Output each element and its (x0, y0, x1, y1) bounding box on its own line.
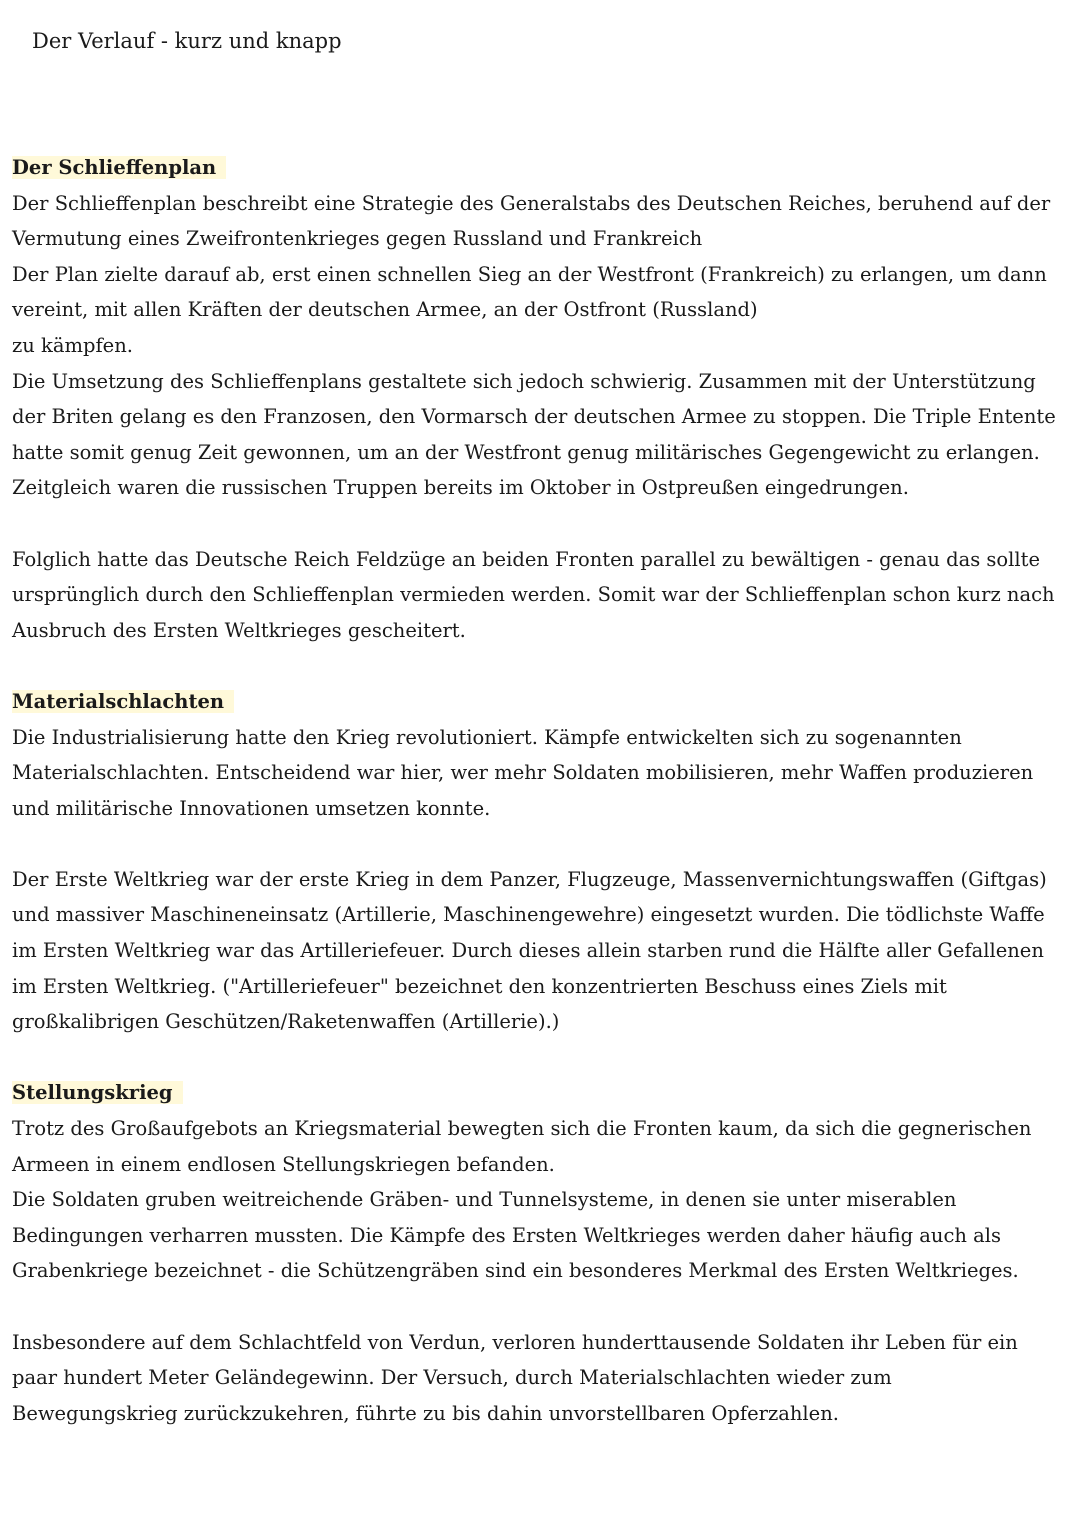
text-line: im Ersten Weltkrieg war das Artilleriefeuer. Durch dieses allein starben rund die Hälfte aller Gefallenen (12, 939, 1044, 963)
text-line: Armeen in einem endlosen Stellungskriegen befanden. (12, 1152, 555, 1176)
text-line: Die Umsetzung des Schlieffenplans gestaltete sich jedoch schwierig. Zusammen mit der Unterstützung (12, 369, 1036, 393)
text-line: Die Industrialisierung hatte den Krieg revolutioniert. Kämpfe entwickelten sich zu sogenannten (12, 725, 962, 749)
paragraph-gap (12, 826, 1062, 862)
text-line: Der Schlieffenplan beschreibt eine Strategie des Generalstabs des Deutschen Reiches, beruhend auf der (12, 191, 1051, 215)
text-line: Die Soldaten gruben weitreichende Gräben- und Tunnelsysteme, in denen sie unter miserablen (12, 1188, 957, 1212)
paragraph (12, 542, 1062, 649)
text-line: zu kämpfen. (12, 333, 133, 357)
paragraph (12, 862, 1062, 1040)
section-heading: Der Schlieffenplan (12, 150, 1062, 186)
paragraph-gap (12, 506, 1062, 542)
text-line: Bewegungskrieg zurückzukehren, führte zu bis dahin unvorstellbaren Opferzahlen. (12, 1401, 839, 1425)
text-line: Grabenkriege bezeichnet - die Schützengräben sind ein besonderes Merkmal des Ersten Weltkrieges. (12, 1259, 1019, 1283)
text-line: Vermutung eines Zweifrontenkrieges gegen Russland und Frankreich (12, 227, 703, 251)
paragraph (12, 1325, 1062, 1432)
text-line: der Briten gelang es den Franzosen, den Vormarsch der deutschen Armee zu stoppen. Die Triple Entente (12, 405, 1056, 429)
paragraph-gap (12, 1289, 1062, 1325)
section-heading: Stellungskrieg (12, 1075, 1062, 1111)
section-materialschlachten (12, 684, 1062, 1040)
text-line: vereint, mit allen Kräften der deutschen Armee, an der Ostfront (Russland) (12, 298, 758, 322)
text-line: Bedingungen verharren mussten. Die Kämpfe des Ersten Weltkrieges werden daher häufig auch als (12, 1223, 1002, 1247)
text-line: Der Plan zielte darauf ab, erst einen schnellen Sieg an der Westfront (Frankreich) zu erlangen, um dann (12, 262, 1047, 286)
text-line: und militärische Innovationen umsetzen konnte. (12, 796, 491, 820)
text-line: Materialschlachten. Entscheidend war hier, wer mehr Soldaten mobilisieren, mehr Waffen produzieren (12, 761, 1034, 785)
section-stellungskrieg (12, 1075, 1062, 1431)
text-line: und massiver Maschineneinsatz (Artillerie, Maschinengewehre) eingesetzt wurden. Die tödlichste Waffe (12, 903, 1045, 927)
document-title: Der Verlauf - kurz und knapp (32, 29, 342, 53)
text-line: Insbesondere auf dem Schlachtfeld von Verdun, verloren hunderttausende Soldaten ihr Leben für ein (12, 1330, 1018, 1354)
text-line: hatte somit genug Zeit gewonnen, um an der Westfront genug militärisches Gegengewicht zu erlangen. (12, 440, 1040, 464)
paragraph (12, 186, 1062, 506)
section-gap (12, 648, 1062, 684)
text-line: Trotz des Großaufgebots an Kriegsmaterial bewegten sich die Fronten kaum, da sich die gegnerischen (12, 1117, 1032, 1141)
section-gap (12, 1040, 1062, 1076)
document-body (12, 150, 1062, 1431)
section-heading: Materialschlachten (12, 684, 1062, 720)
text-line: Zeitgleich waren die russischen Truppen bereits im Oktober in Ostpreußen eingedrungen. (12, 476, 909, 500)
text-line: im Ersten Weltkrieg. ("Artilleriefeuer" bezeichnet den konzentrierten Beschuss eines Ziels mit (12, 974, 947, 998)
text-line: Folglich hatte das Deutsche Reich Feldzüge an beiden Fronten parallel zu bewältigen - genau das sollte (12, 547, 1041, 571)
text-line: paar hundert Meter Geländegewinn. Der Versuch, durch Materialschlachten wieder zum (12, 1366, 892, 1390)
section-schlieffenplan (12, 150, 1062, 648)
text-line: großkalibrigen Geschützen/Raketenwaffen (Artillerie).) (12, 1010, 560, 1034)
paragraph (12, 1111, 1062, 1289)
text-line: Ausbruch des Ersten Weltkrieges gescheitert. (12, 618, 466, 642)
text-line: ursprünglich durch den Schlieffenplan vermieden werden. Somit war der Schlieffenplan schon kurz nach (12, 583, 1055, 607)
text-line: Der Erste Weltkrieg war der erste Krieg in dem Panzer, Flugzeuge, Massenvernichtungswaffen (Giftgas) (12, 867, 1047, 891)
paragraph (12, 720, 1062, 827)
